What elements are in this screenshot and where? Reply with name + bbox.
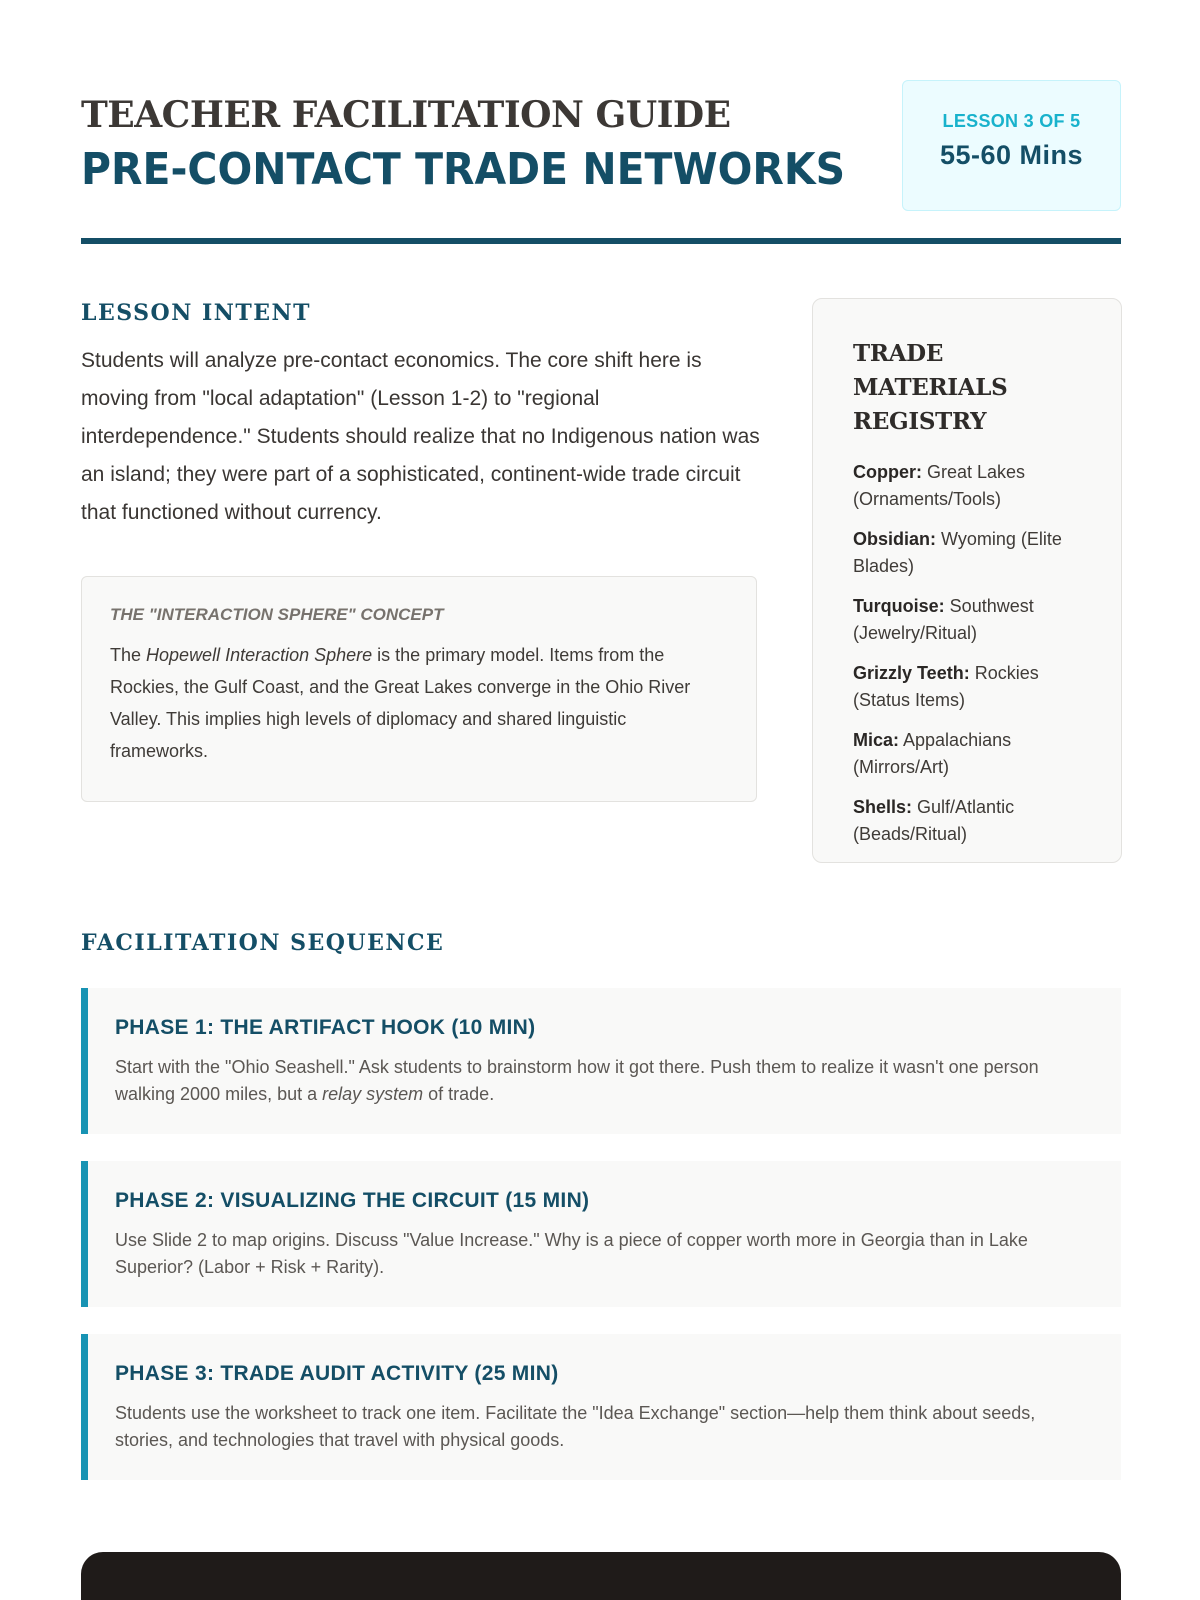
- phase-card-2: [81, 1161, 1121, 1307]
- material-origin: Gulf/Atlantic (Beads/Ritual): [853, 797, 1015, 844]
- phase-text: Use Slide 2 to map origins. Discuss "Value Increase." Why is a piece of copper worth more in Georgia than in Lake Superior? (Labor + Risk + Rarity).: [115, 1230, 1028, 1277]
- phase-text-suffix: of trade.: [423, 1084, 495, 1104]
- material-name: Turquoise:: [853, 596, 945, 616]
- registry-title: TRADE MATERIALS REGISTRY: [853, 340, 1008, 435]
- phase-description: [115, 1227, 1091, 1281]
- registry-item: [853, 526, 1091, 580]
- phase-text: Start with the "Ohio Seashell." Ask students to brainstorm how it got there. Push them to realize it wasn't one person walking 2000 miles, but a: [115, 1057, 1039, 1104]
- callout-title: THE "INTERACTION SPHERE" CONCEPT: [110, 605, 444, 624]
- phase-description: [115, 1054, 1091, 1108]
- phase-title: PHASE 3: TRADE AUDIT ACTIVITY (25 MIN): [115, 1362, 559, 1385]
- guide-kicker: TEACHER FACILITATION GUIDE: [81, 94, 731, 136]
- facilitation-sequence-heading: FACILITATION SEQUENCE: [81, 930, 445, 956]
- registry-item: [853, 727, 1091, 781]
- phase-title: PHASE 2: VISUALIZING THE CIRCUIT (15 MIN): [115, 1189, 590, 1212]
- callout-text-emphasis: Hopewell Interaction Sphere: [146, 645, 373, 665]
- lesson-intent-text: Students will analyze pre-contact economics. The core shift here is moving from "local adaptation" (Lesson 1-2) to "regional interdependence." Students should realize that no Indigenous nation was an island; they were part of a sophisticated, continent-wide trade circuit that functioned without currency.: [81, 349, 760, 524]
- registry-list: [853, 459, 1091, 848]
- material-origin: Rockies (Status Items): [853, 663, 1039, 710]
- phase-text: Students use the worksheet to track one item. Facilitate the "Idea Exchange" section—help them think about seeds, stories, and technologies that travel with physical goods.: [115, 1403, 1036, 1450]
- phase-card-3: [81, 1334, 1121, 1480]
- header-divider: [81, 238, 1121, 244]
- registry-item: [853, 660, 1091, 714]
- material-name: Copper:: [853, 462, 922, 482]
- lesson-duration: 55-60 Mins: [939, 140, 1084, 170]
- footer-dark-panel: [81, 1552, 1121, 1600]
- material-origin: Great Lakes (Ornaments/Tools): [853, 462, 1026, 509]
- material-origin: Appalachians (Mirrors/Art): [853, 730, 1012, 777]
- callout-text-suffix: is the primary model. Items from the Rockies, the Gulf Coast, and the Great Lakes converge in the Ohio River Valley. This implies high levels of diplomacy and shared linguistic frameworks.: [110, 645, 691, 761]
- material-origin: Southwest (Jewelry/Ritual): [853, 596, 1034, 643]
- registry-item: [853, 459, 1091, 513]
- phase-title: PHASE 1: THE ARTIFACT HOOK (10 MIN): [115, 1016, 536, 1039]
- interaction-sphere-callout: [81, 576, 757, 802]
- lesson-badge: [902, 80, 1121, 211]
- material-name: Obsidian:: [853, 529, 937, 549]
- page-title: PRE-CONTACT TRADE NETWORKS: [81, 144, 846, 195]
- trade-materials-registry: [812, 298, 1122, 863]
- callout-text-prefix: The: [110, 645, 147, 665]
- registry-item: [853, 593, 1091, 647]
- phase-card-1: [81, 988, 1121, 1134]
- material-origin: Wyoming (Elite Blades): [853, 529, 1062, 576]
- phase-text-emphasis: relay system: [322, 1084, 424, 1104]
- material-name: Grizzly Teeth:: [853, 663, 970, 683]
- callout-text: [110, 639, 728, 767]
- phase-description: [115, 1400, 1091, 1454]
- material-name: Shells:: [853, 797, 913, 817]
- lesson-number: LESSON 3 OF 5: [942, 111, 1081, 131]
- registry-item: [853, 794, 1091, 848]
- guide-header: [81, 80, 1121, 245]
- material-name: Mica:: [853, 730, 900, 750]
- lesson-intent-heading: LESSON INTENT: [81, 300, 311, 326]
